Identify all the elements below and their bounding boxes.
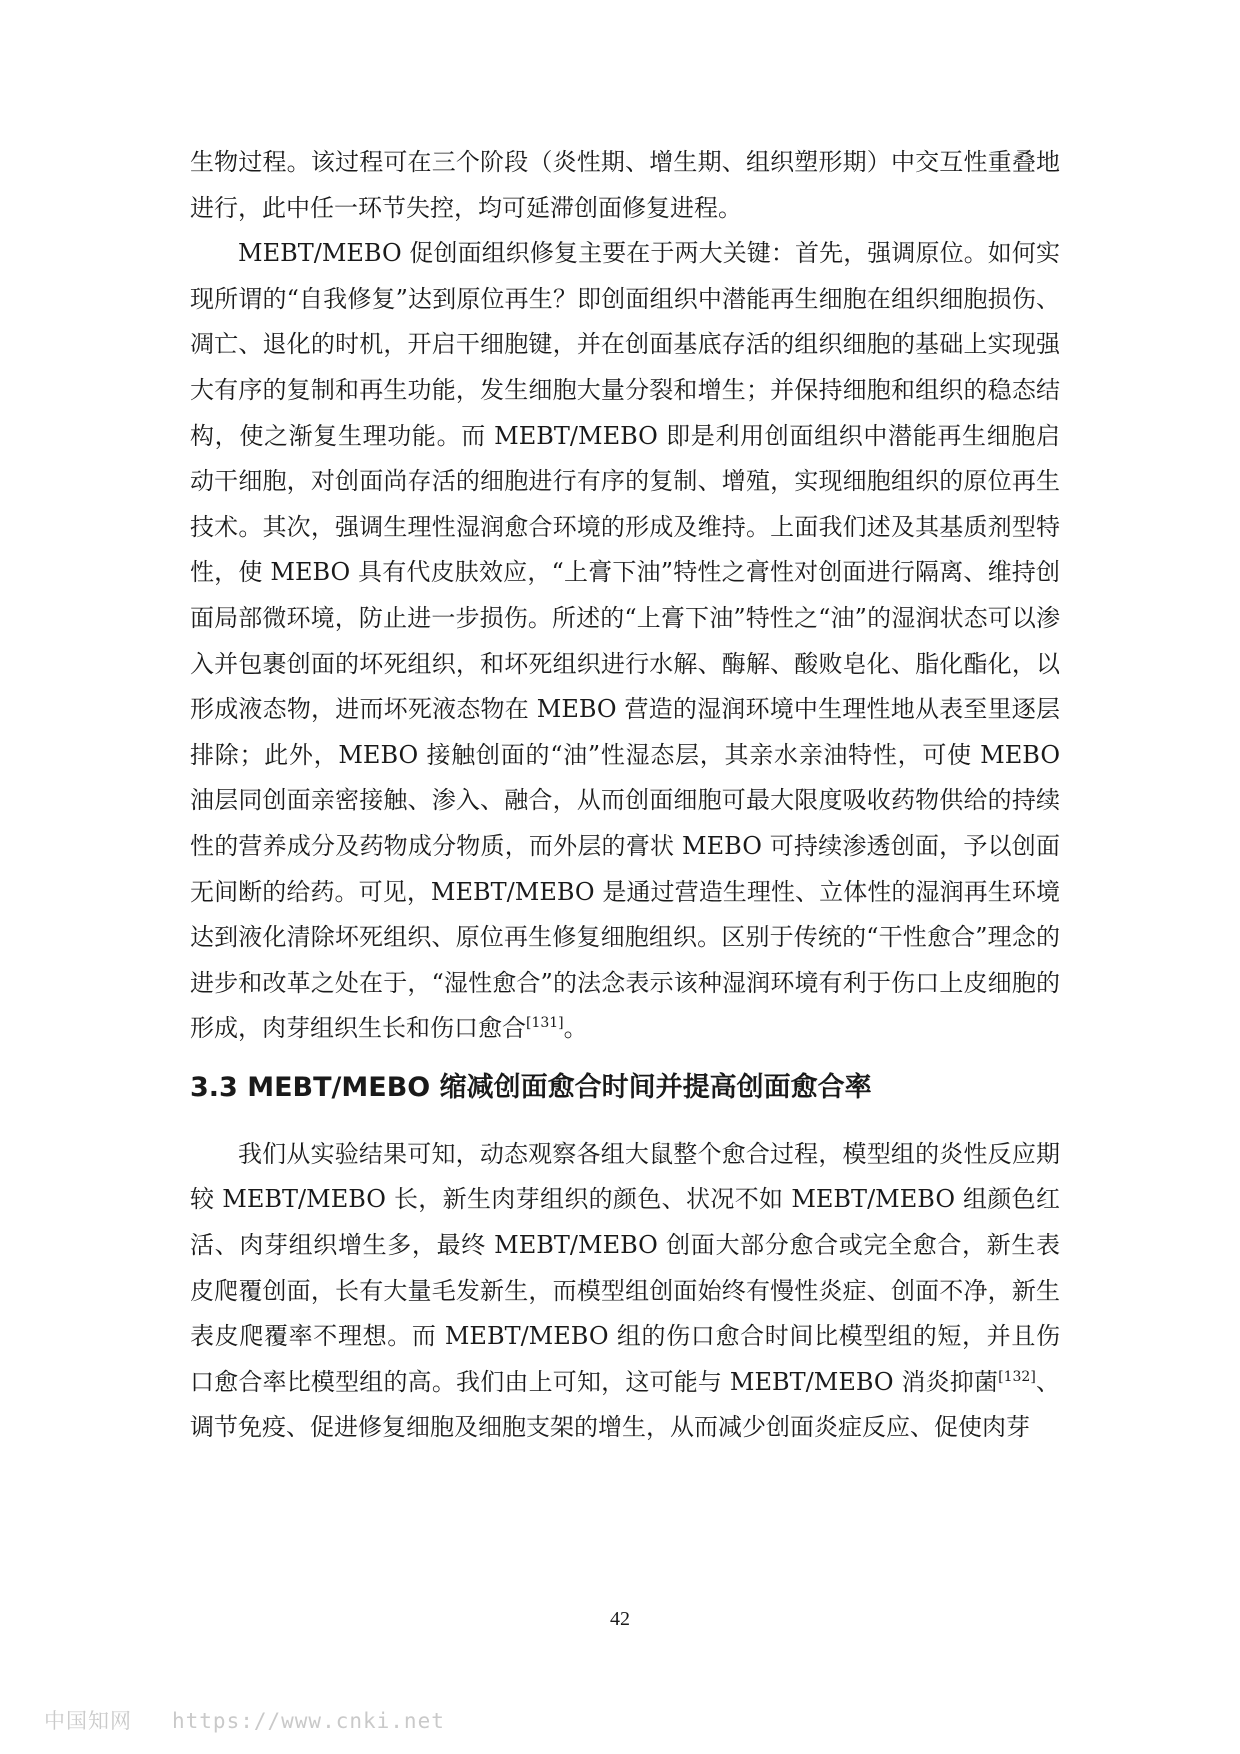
section-heading-3-3: 3.3 MEBT/MEBO 缩减创面愈合时间并提高创面愈合率 (190, 1071, 872, 1103)
paragraph-2 (190, 231, 1060, 1052)
paragraph-3-text: 我们从实验结果可知，动态观察各组大鼠整个愈合过程，模型组的炎性反应期较 MEBT/MEBO 长，新生肉芽组织的颜色、状况不如 MEBT/MEBO 组颜色红活、肉芽组织增生多，最终 MEBT/MEBO 创面大部分愈合或完全愈合，新生表皮爬覆创面，长有大量毛发新生，而模型组创面始终有慢性炎症、创面不净，新生表皮爬覆率不理想。而 MEBT/MEBO 组的伤口愈合时间比模型组的短，并且伤口愈合率比模型组的高。我们由上可知，这可能与 MEBT/MEBO 消炎抑菌 (190, 1139, 1060, 1396)
paragraph-1 (190, 140, 1060, 231)
page-number: 42 (610, 1608, 630, 1630)
paragraph-3 (190, 1132, 1060, 1451)
watermark-site-name: 中国知网 (44, 1709, 132, 1733)
paragraph-2-end: 。 (563, 1014, 588, 1043)
watermark-url: https://www.cnki.net (172, 1709, 445, 1733)
cnki-watermark (44, 1705, 445, 1735)
citation-132: [132] (998, 1368, 1036, 1385)
paragraph-3-end: 、调节免疫、促进修复细胞及细胞支架的增生，从而减少创面炎症反应、促使肉芽 (190, 1367, 1060, 1442)
paragraph-1-text: 生物过程。该过程可在三个阶段（炎性期、增生期、组织塑形期）中交互性重叠地进行，此中任一环节失控，均可延滞创面修复进程。 (190, 148, 1060, 222)
body-text (190, 140, 1060, 1451)
citation-131: [131] (526, 1015, 564, 1032)
paragraph-2-text: MEBT/MEBO 促创面组织修复主要在于两大关键：首先，强调原位。如何实现所谓的“自我修复”达到原位再生？即创面组织中潜能再生细胞在组织细胞损伤、凋亡、退化的时机，开启干细胞键，并在创面基底存活的组织细胞的基础上实现强大有序的复制和再生功能，发生细胞大量分裂和增生；并保持细胞和组织的稳态结构，使之渐复生理功能。而 MEBT/MEBO 即是利用创面组织中潜能再生细胞启动干细胞，对创面尚存活的细胞进行有序的复制、增殖，实现细胞组织的原位再生技术。其次，强调生理性湿润愈合环境的形成及维持。上面我们述及其基质剂型特性，使 MEBO 具有代皮肤效应，“上膏下油”特性之膏性对创面进行隔离、维持创面局部微环境，防止进一步损伤。所述的“上膏下油”特性之“油”的湿润状态可以渗入并包裹创面的坏死组织，和坏死组织进行水解、酶解、酸败皂化、脂化酯化，以形成液态物，进而坏死液态物在 MEBO 营造的湿润环境中生理性地从表至里逐层排除；此外，MEBO 接触创面的“油”性湿态层，其亲水亲油特性，可使 MEBO 油层同创面亲密接触、渗入、融合，从而创面细胞可最大限度吸收药物供给的持续性的营养成分及药物成分物质，而外层的膏状 MEBO 可持续渗透创面，予以创面无间断的给药。可见，MEBT/MEBO 是通过营造生理性、立体性的湿润再生环境达到液化清除坏死组织、原位再生修复细胞组织。区别于传统的“干性愈合”理念的进步和改革之处在于，“湿性愈合”的法念表示该种湿润环境有利于伤口上皮细胞的形成，肉芽组织生长和伤口愈合 (190, 239, 1060, 1043)
